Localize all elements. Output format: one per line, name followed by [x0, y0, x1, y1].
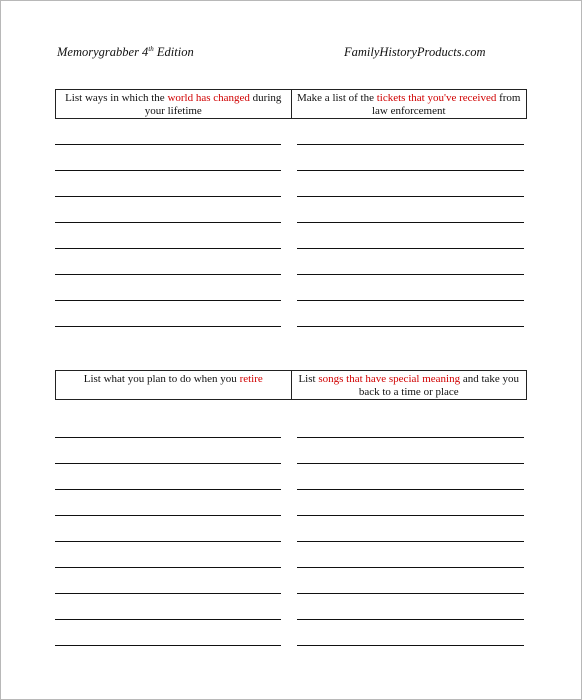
- writing-line[interactable]: [55, 541, 281, 542]
- website-title: FamilyHistoryProducts.com: [344, 45, 486, 59]
- writing-line[interactable]: [55, 593, 281, 594]
- writing-line[interactable]: [297, 144, 524, 145]
- writing-line[interactable]: [297, 619, 524, 620]
- prompt-box-1: [55, 89, 527, 119]
- writing-line[interactable]: [55, 170, 281, 171]
- writing-line[interactable]: [55, 437, 281, 438]
- writing-line[interactable]: [297, 300, 524, 301]
- edition-title: Memorygrabber 4th Edition: [57, 45, 194, 60]
- writing-line[interactable]: [297, 463, 524, 464]
- writing-line[interactable]: [297, 326, 524, 327]
- writing-line[interactable]: [55, 567, 281, 568]
- writing-line[interactable]: [297, 222, 524, 223]
- writing-line[interactable]: [297, 170, 524, 171]
- writing-line[interactable]: [297, 567, 524, 568]
- writing-line[interactable]: [297, 645, 524, 646]
- writing-line[interactable]: [55, 196, 281, 197]
- writing-line[interactable]: [297, 437, 524, 438]
- prompt-songs: List songs that have special meaning and take you back to a time or place: [291, 371, 527, 399]
- prompt-tickets: Make a list of the tickets that you've received from law enforcement: [291, 90, 527, 118]
- writing-line[interactable]: [297, 489, 524, 490]
- writing-line[interactable]: [55, 645, 281, 646]
- writing-line[interactable]: [55, 144, 281, 145]
- writing-line[interactable]: [55, 248, 281, 249]
- writing-line[interactable]: [55, 222, 281, 223]
- writing-line[interactable]: [297, 196, 524, 197]
- prompt-retire: List what you plan to do when you retire: [83, 373, 263, 385]
- prompt-box-2: [55, 370, 527, 400]
- writing-line[interactable]: [55, 300, 281, 301]
- writing-line[interactable]: [55, 489, 281, 490]
- page-header: [1, 45, 581, 69]
- writing-line[interactable]: [55, 619, 281, 620]
- writing-line[interactable]: [55, 515, 281, 516]
- writing-line[interactable]: [297, 541, 524, 542]
- writing-line[interactable]: [55, 463, 281, 464]
- prompt-world-changed: List ways in which the world has changed during your lifetime: [65, 92, 282, 117]
- writing-line[interactable]: [297, 593, 524, 594]
- writing-line[interactable]: [55, 326, 281, 327]
- writing-line[interactable]: [297, 274, 524, 275]
- writing-line[interactable]: [55, 274, 281, 275]
- writing-line[interactable]: [297, 248, 524, 249]
- writing-line[interactable]: [297, 515, 524, 516]
